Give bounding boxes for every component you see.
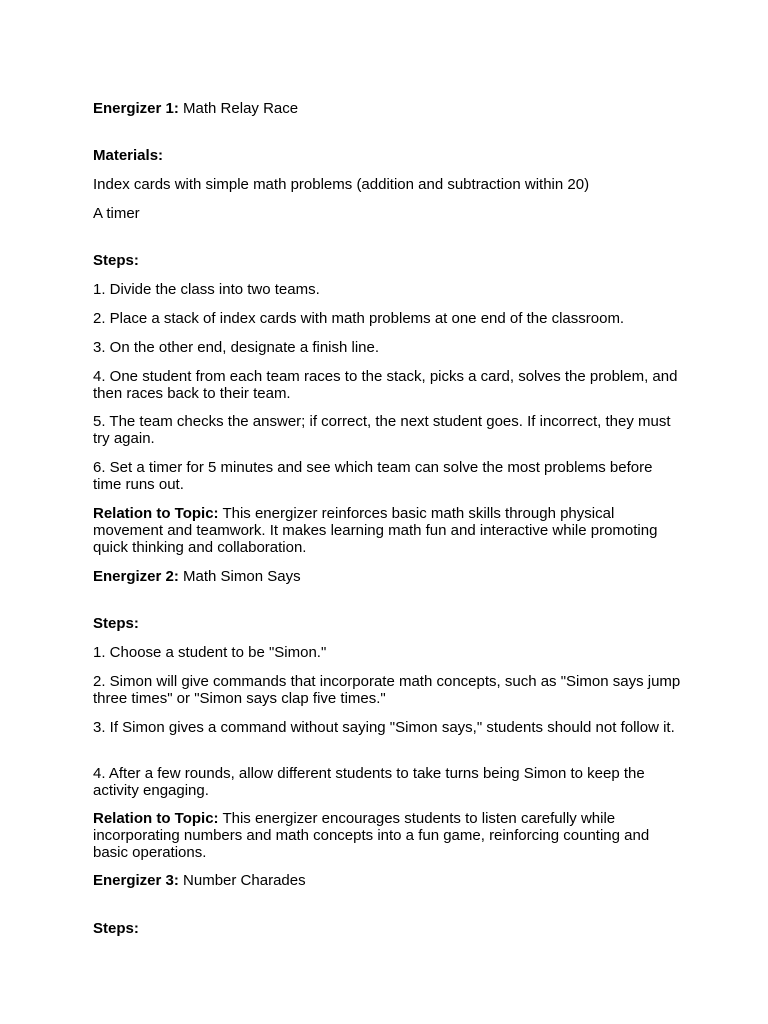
energizer-1-step-2: 2. Place a stack of index cards with math problems at one end of the classroom. <box>93 310 625 327</box>
materials-item-1: Index cards with simple math problems (addition and subtraction within 20) <box>93 176 590 193</box>
energizer-1-relation-text: This energizer reinforces basic math skills through physical movement and teamwork. It makes learning math fun and interactive while promoting quick thinking and collaboration. <box>93 505 658 556</box>
energizer-2-heading <box>93 568 683 585</box>
energizer-1-relation-label: Relation to Topic: <box>93 505 219 522</box>
energizer-1-label: Energizer 1: <box>93 100 179 117</box>
materials-heading: Materials: <box>93 147 164 164</box>
energizer-3-label: Energizer 3: <box>93 872 179 889</box>
energizer-2-relation-text: This energizer encourages students to listen carefully while incorporating numbers and math concepts into a fun game, reinforcing counting and basic operations. <box>93 810 650 861</box>
energizer-3-steps-heading: Steps: <box>93 920 139 937</box>
energizer-2-relation <box>93 810 683 861</box>
energizer-1-steps-heading: Steps: <box>93 252 139 269</box>
energizer-2-title: Math Simon Says <box>178 568 301 585</box>
energizer-2-relation-label: Relation to Topic: <box>93 810 219 827</box>
energizer-3-heading <box>93 872 683 889</box>
energizer-1-step-5: 5. The team checks the answer; if correct, the next student goes. If incorrect, they must try again. <box>93 413 671 447</box>
energizer-2-step-2: 2. Simon will give commands that incorporate math concepts, such as "Simon says jump three times" or "Simon says clap five times." <box>93 673 681 707</box>
energizer-1-step-3: 3. On the other end, designate a finish line. <box>93 339 380 356</box>
energizer-1-step-1: 1. Divide the class into two teams. <box>93 281 320 298</box>
energizer-1-title: Math Relay Race <box>178 100 299 117</box>
energizer-1-heading <box>93 100 683 117</box>
energizer-2-step-4: 4. After a few rounds, allow different students to take turns being Simon to keep the activity engaging. <box>93 765 645 799</box>
energizer-2-step-1: 1. Choose a student to be "Simon." <box>93 644 327 661</box>
energizer-1-relation <box>93 505 683 556</box>
energizer-2-step-3: 3. If Simon gives a command without saying "Simon says," students should not follow it. <box>93 719 675 736</box>
energizer-1-step-4: 4. One student from each team races to the stack, picks a card, solves the problem, and then races back to their team. <box>93 368 678 402</box>
energizer-2-steps-heading: Steps: <box>93 615 139 632</box>
energizer-1-step-6: 6. Set a timer for 5 minutes and see which team can solve the most problems before time runs out. <box>93 459 653 493</box>
energizer-2-label: Energizer 2: <box>93 568 179 585</box>
energizer-3-title: Number Charades <box>178 872 306 889</box>
materials-item-2: A timer <box>93 205 140 222</box>
